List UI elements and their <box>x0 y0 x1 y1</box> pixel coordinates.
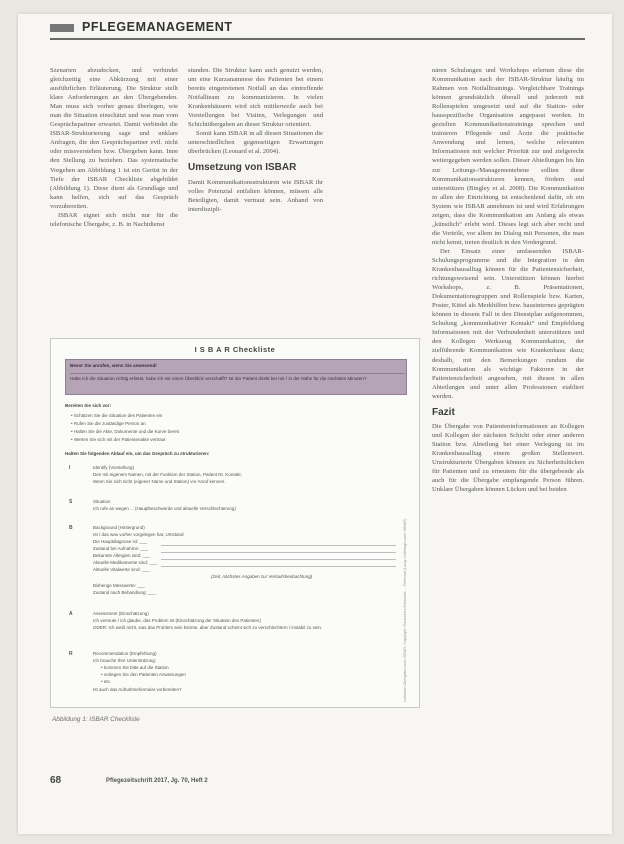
step-item: • vorlegen Sie den Patienten Anweisungen <box>101 672 186 677</box>
form-field: Zustand bei Aufnahme: ___ <box>93 546 149 551</box>
form-field: Bekannte Allergien sind: ___ <box>93 553 151 558</box>
step-text: Ich brauche Ihre Unterstützung: <box>93 658 157 663</box>
paragraph: stunden. Die Struktur kann auch genutzt werden, um eine Kurzanamnese des Patienten bei einem bereits eingetretenen Notfall an das eintreffende Notfallteam zu kommunizieren. In vielen Krankenhäusern wird sich mittlerweile auch bei Vorstellungen bei Visiten, Verlegungen und Schichtübergaben an dieser Struktur orientiert. <box>188 67 323 129</box>
step-letter-a: A <box>69 611 73 617</box>
header-bar <box>50 24 74 32</box>
text-column-2 <box>188 66 323 214</box>
step-letter-i: I <box>69 465 71 471</box>
form-line <box>161 552 396 553</box>
step-text: ODER: Ich weiß nicht, was das Problem sein könnte, aber Zustand scheint sich zu verschlechtern / instabil zu sein. <box>93 625 323 630</box>
checklist-callout-box <box>65 359 407 395</box>
form-field: Die Hauptdiagnose ist: ___ <box>93 539 148 544</box>
step-item: • kommen Sie bitte auf die Station <box>101 665 169 670</box>
text-column-1 <box>50 66 178 229</box>
step-title: Recommendation (Empfehlung) <box>93 651 157 656</box>
journal-citation: Pflegezeitschrift 2017, Jg. 70, Heft 2 <box>106 778 208 784</box>
step-text: Ist auch das Aufnahmeformular vorbereiten? <box>93 687 182 692</box>
paragraph: Somit kann ISBAR in all diesen Situationen die unterschiedlichen gegenseitigen Erwartungen überbrücken (Leonard et al. 2004). <box>188 130 323 156</box>
form-field: Aktuelle Medikamente sind: ___ <box>93 560 157 565</box>
step-letter-s: S <box>69 499 73 505</box>
section-heading-fazit: Fazit <box>432 406 455 418</box>
paragraph: Damit Kommunikationsstrukturen wie ISBAR ihr volles Potenzial entfalten können, müssen alle Beteiligten, damit vertraut sein. Anhand von interdiszipli- <box>188 178 323 213</box>
callout-text: Habe ich die Situation richtig erfasst, habe ich mir einen Überblick verschafft? Ist der Patient direkt bei mir / in der Nähe für die nächsten Minuten? <box>70 373 405 391</box>
step-title: Identify (Vorstellung) <box>93 465 135 470</box>
callout-header: Bevor Sie anrufen, wenn Sie anwesend! <box>70 363 157 368</box>
steps-heading: Halten Sie folgenden Ablauf ein, um das Gespräch zu strukturieren: <box>65 451 210 456</box>
step-text: Ich rufe an wegen ... (Hauptbeschwerde und aktuelle Verschlechterung) <box>93 506 236 511</box>
checklist-title: I S B A R Checkliste <box>194 345 276 354</box>
step-title: Background (Hintergrund) <box>93 525 145 530</box>
paragraph: Die Übergabe von Patienteninformationen an Kollegen und Kollegen der nächsten Schicht oder einer anderen Station bzw. Abteilung bei einer Verlegung ist im Krankenhausalltag einem großen Stellenwert. Unstrukturierte Übergaben können zu Sicherheitslücken für Patienten und zu erneutem für die übergebende als auch für die Übergabe empfangende Person führen. Unklare Übergaben können Lücken und bei beiden <box>432 422 584 494</box>
prep-item: • Rufen Sie die zuständige Person an <box>71 421 146 426</box>
paragraph: Der Einsatz einer umfassenden ISBAR-Schulungsprogramme und die Integration in den Krankenhausalltag können für die Patientensicherheit, richtungsweisend sein. Unterstützen können hierbei Workshops, z. B. Präsentationen, Dokumentationsgruppen und Rollenspiele bzw. Karten, Poster, Kittel als Merkhilfen bzw. hausinternes geprägten können in diesem Fall in den Dienstplan aufgenommen, Schulung „kommunikativer Kontakt“ und Empfehlung Informationen mit der Verbundenheit unterstützen und den Kollegen Werkzeug Kommunikation, der zielführende Kommunikation wie Krankenhaus dazu; deshalb, mit den Bemerkungen rundum die Kommunikation als wichtige Faktoren in der Patientensicherheit angesehen, mit diesen in allen Abteilungen und unter allen Professionen etabliert werden. <box>432 247 584 400</box>
step-text: Wenn Sie sich nicht (eigener Name und Station) vor Anruf kennen. <box>93 479 226 484</box>
section-title: PFLEGEMANAGEMENT <box>82 20 233 34</box>
text-column-3 <box>432 66 584 494</box>
step-text: Ist / das was vorher vorgelegen hat, Umstand <box>93 532 184 537</box>
prep-heading: Bereiten Sie sich vor: <box>65 403 112 408</box>
prep-item: • Schätzen Sie die Situation des Patienten ein <box>71 413 163 418</box>
prep-item: • Werten Sie sich mit der Patientenakte vertraut <box>71 437 166 442</box>
figure-caption: Abbildung 1: ISBAR Checkliste <box>52 716 140 723</box>
form-line <box>161 566 396 567</box>
paragraph: Szenarien abzudecken, und verbindet gleichzeitig eine Abkürzung mit einer ausführlichen Erläuterung. Die Struktur stellt klare Anforderungen an den Übergebenden. Man muss sich vorher genau überlegen, wie man die Situation einschätzt und was man vom Gesprächspartner erwartet. Damit verbindet die ISBAR-Strukturierung sage und unklare Anfragen, die den Gesprächspartner evtl. nicht oder missverstehen bzw. Übergeben kann. Inne den Stellung zu beziehen. Das systematische Vorgehen am Abbildung 1 ist ein Gerüst in der Tiefe der ISBAR Checkliste abgebildet (Abbildung 1). Diese dient als Grundlage und kann helfen, sich auf das Gespräch vorzubereiten. <box>50 67 178 210</box>
paragraph: ISBAR eignet sich nicht nur für die telefonische Übergabe, z. B. in Nachtdienst <box>50 211 178 228</box>
form-field: Aktuelle Vitalwerte sind: ___ <box>93 567 150 572</box>
section-heading-umsetzung: Umsetzung von ISBAR <box>188 162 297 174</box>
form-line <box>161 545 396 546</box>
form-line <box>161 559 396 560</box>
page-footer <box>50 775 585 789</box>
form-field: Zustand nach Behandlung: ___ <box>93 590 156 595</box>
step-letter-b: B <box>69 525 73 531</box>
step-title: Assessment (Einschätzung) <box>93 611 149 616</box>
form-note: (Zeit, nächstes Angaben zur Verlaufsbeobachtung) <box>211 574 313 579</box>
figure-side-note: Leitfaden Übergabe nach ISBAR, Copyright: Deutsches Netzwerk ... Telefonat (Lang; Unterlage nach ISBAR) <box>403 518 407 702</box>
page-header <box>50 18 585 40</box>
step-text: Den mit eigenem Namen, mit der Funktion der Station, Patient Nr. Kontakt. <box>93 472 242 477</box>
step-item: • etc. <box>101 679 112 684</box>
step-title: Situation <box>93 499 111 504</box>
paragraph: nären Schulungen und Workshops erlernen diese die Kommunikation nach der ISBAR-Struktur häufig im Rahmen von Notfalltrainings. Vergleichbare Trainings können grundsätzlich überall und jederzeit mit Rollenspielen umgesetzt und auf die Station- oder hausspezifische Organisation angepasst werden. In gezielten Kommunikationstrainings sprechen und trainieren Pflegende und Ärzte die praktische Anwendung und lernen, welche relevanten Informationen mit welcher Priorität zur und zielgerecht weitergegeben werden sollen. Dieser Abteilungen bis hin zur Leitungs-/Managementebene sollten diese Kommunikationsstrukturen kennen, fördern und unterstützen (Bingley et al. 2008). Die Kommunikation in allen der Einrichtung ist entscheidend dafür, ob ein System wie ISBAR annehmen ist und wird Erfahrungen zeigen, dass die Kommunikation am Anfang als etwas „künstlich“ erlebt wird. Dieses legt sich aber recht und die Vorteile, vor allem im Dialog mit Personen, die man nicht kennt, treten deutlich in den Vordergrund. <box>432 67 584 246</box>
form-field: Bisherige Messwerte: ___ <box>93 583 145 588</box>
page-number: 68 <box>50 775 62 786</box>
step-text: Ich vermute / ich glaube, das Problem ist (Einschätzung der Situation des Patienten) <box>93 618 261 623</box>
step-letter-r: R <box>69 651 73 657</box>
isbar-checklist-figure <box>50 338 420 708</box>
prep-item: • Halten Sie die Akte, Dokumente und die Kurve bereit <box>71 429 179 434</box>
